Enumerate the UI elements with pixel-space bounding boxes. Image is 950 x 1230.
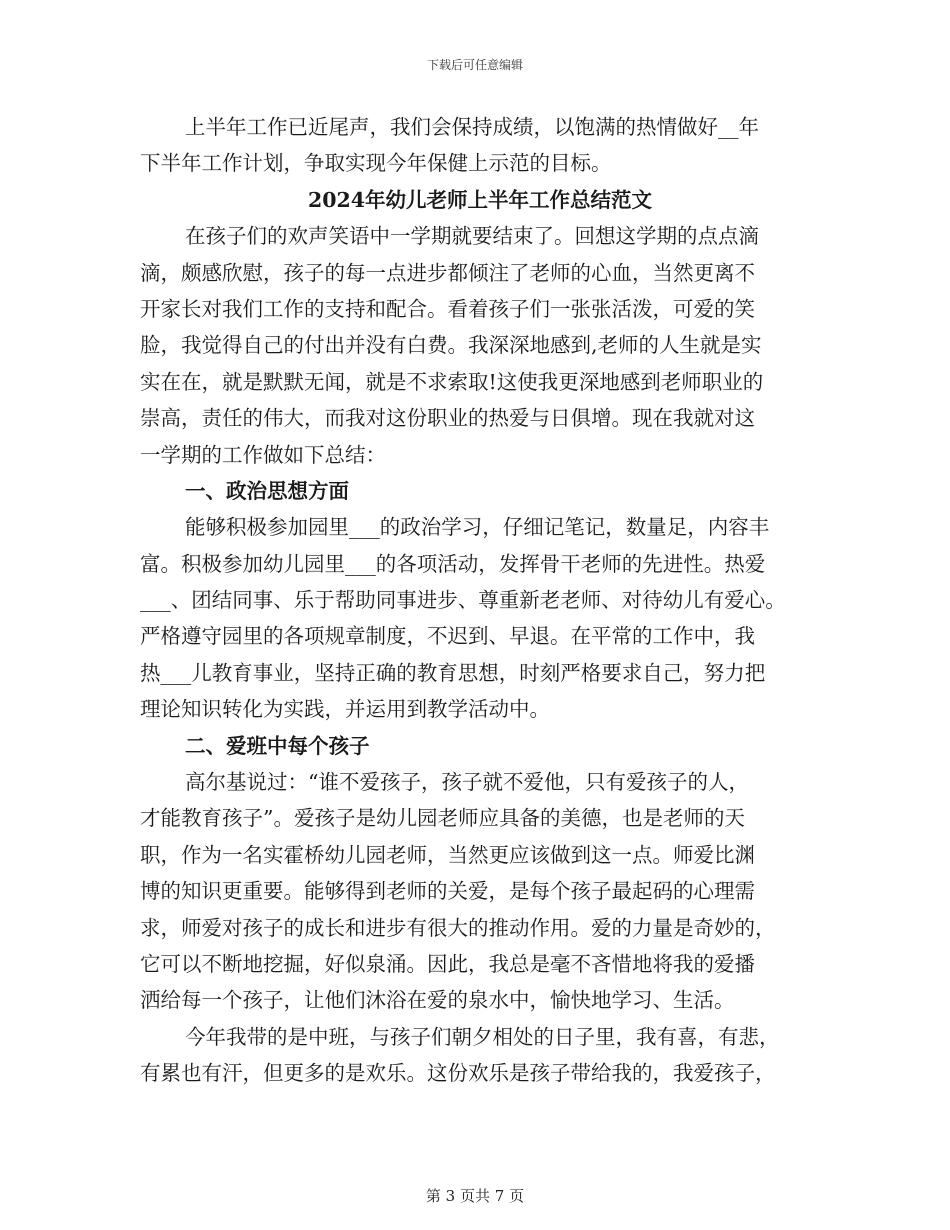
body-text-line: 富。积极参加幼儿园里___的各项活动，发挥骨干老师的先进性。热爱: [140, 551, 766, 576]
body-text-line: 开家长对我们工作的支持和配合。看着孩子们一张张活泼，可爱的笑: [140, 296, 755, 321]
body-text-line: 下半年工作计划，争取实现今年保健上示范的目标。: [140, 151, 612, 176]
body-text-line: 在孩子们的欢声笑语中一学期就要结束了。回想这学期的点点滴: [185, 224, 759, 249]
document-title: 2024年幼儿老师上半年工作总结范文: [307, 187, 653, 212]
body-text-line: 高尔基说过：“谁不爱孩子，孩子就不爱他，只有爱孩子的人，: [185, 770, 749, 795]
body-text-line: 才能教育孩子”。爱孩子是幼儿园老师应具备的美德，也是老师的天: [140, 806, 745, 831]
body-text-line: 崇高，责任的伟大，而我对这份职业的热爱与日俱增。现在我就对这: [140, 406, 755, 431]
body-text-line: 它可以不断地挖掘，好似泉涌。因此，我总是毫不吝惜地将我的爱播: [140, 951, 755, 976]
body-text-line: 理论知识转化为实践，并运用到教学活动中。: [140, 697, 550, 722]
page-header: 下载后可任意编辑: [426, 58, 523, 72]
body-text-line: 热___儿教育事业，坚持正确的教育思想，时刻严格要求自己，努力把: [140, 660, 766, 685]
body-text-line: 滴，颇感欣慰，孩子的每一点进步都倾注了老师的心血，当然更离不: [140, 260, 755, 285]
body-text-line: 博的知识更重要。能够得到老师的关爱，是每个孩子最起码的心理需: [140, 879, 755, 904]
body-text-line: 洒给每一个孩子，让他们沐浴在爱的泉水中，愉快地学习、生活。: [140, 988, 735, 1013]
body-text-line: 有累也有汗，但更多的是欢乐。这份欢乐是孩子带给我的，我爱孩子，: [140, 1061, 776, 1086]
body-text-line: ___、团结同事、乐于帮助同事进步、尊重新老老师、对待幼儿有爱心。: [140, 588, 786, 613]
body-text-line: 实在在，就是默默无闻，就是不求索取!这使我更深地感到老师职业的: [140, 369, 764, 394]
document-body: [140, 109, 820, 1092]
body-text-line: 严格遵守园里的各项规章制度，不迟到、早退。在平常的工作中，我: [140, 624, 755, 649]
body-text-line: 求，师爱对孩子的成长和进步有很大的推动作用。爱的力量是奇妙的，: [140, 915, 776, 940]
section-heading: 一、政治思想方面: [185, 478, 349, 503]
body-text-line: 脸，我觉得自己的付出并没有白费。我深深地感到,老师的人生就是实: [140, 333, 762, 358]
body-text-line: 职，作为一名实霍桥幼儿园老师，当然更应该做到这一点。师爱比渊: [140, 842, 755, 867]
body-text-line: 今年我带的是中班，与孩子们朝夕相处的日子里，我有喜，有悲，: [185, 1024, 780, 1049]
body-text-line: 一学期的工作做如下总结：: [140, 442, 386, 467]
body-text-line: 能够积极参加园里___的政治学习，仔细记笔记，数量足，内容丰: [185, 515, 770, 540]
page-footer: 第 3 页共 7 页: [425, 1187, 525, 1205]
section-heading: 二、爱班中每个孩子: [185, 733, 370, 758]
body-text-line: 上半年工作已近尾声，我们会保持成绩，以饱满的热情做好__年: [185, 115, 759, 139]
